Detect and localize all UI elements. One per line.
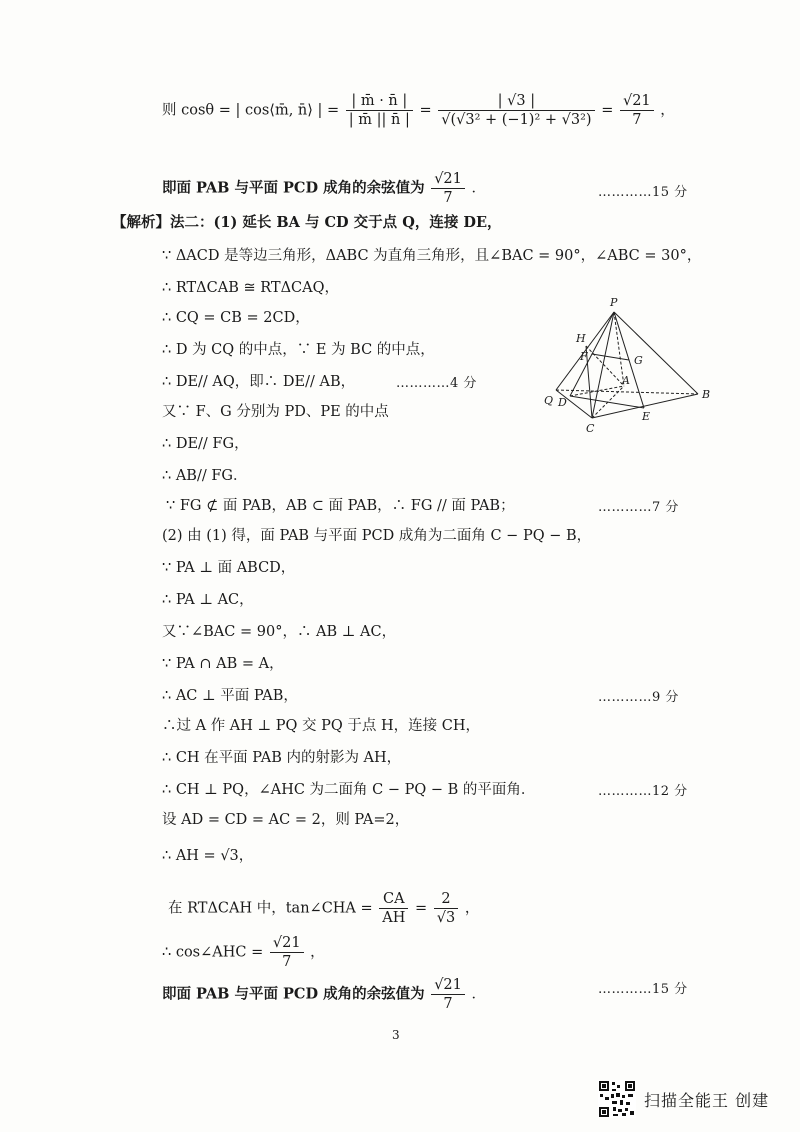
fraction-result-4: $\frac{√21}{7}$ (431, 976, 465, 1013)
label-f: F (580, 350, 588, 363)
label-h: H (576, 332, 586, 345)
step-line-06: ∴ CQ = CB = 2CD， (162, 310, 310, 326)
label-d: D (558, 396, 567, 409)
step-line-12: ∵ FG ⊄ 面 PAB，AB ⊂ 面 PAB，∴ FG // 面 PAB； (166, 498, 515, 514)
edge-de (570, 396, 644, 408)
step-line-05: ∴ RTΔCAB ≅ RTΔCAQ， (162, 280, 339, 296)
conclusion-line-1: 即面 PAB 与平面 PCD 成角的余弦值为 $\frac{√21}{7}$ ． (162, 171, 486, 206)
cos-lhs: cosθ = | cos⟨m̄, n̄⟩ | = (181, 102, 340, 119)
step-line-15: ∴ PA ⊥ AC， (162, 592, 254, 608)
step-line-20: ∴ CH 在平面 PAB 内的射影为 AH， (162, 750, 402, 766)
step-line-23: ∴ AH = √3， (162, 848, 254, 864)
conclusion-line-2: 即面 PAB 与平面 PCD 成角的余弦值为 $\frac{√21}{7}$ ． (162, 977, 486, 1012)
fraction-result-3: $\frac{√21}{7}$ (270, 934, 304, 971)
label-a: A (622, 374, 630, 387)
step-line-04: ∵ ΔACD 是等边三角形，ΔABC 为直角三角形，且∠BAC = 90°，∠ABC = 30°， (162, 248, 702, 264)
step-line-14: ∵ PA ⊥ 面 ABCD， (162, 560, 296, 576)
score-4: …………4 分 (396, 376, 477, 391)
page-number: 3 (392, 1028, 400, 1042)
fraction-value: $\frac{| √3 |}{\text{√(√3² + (−1)² + √3²)}}$ (438, 92, 594, 129)
step-line-22: 设 AD = CD = AC = 2，则 PA=2， (162, 812, 410, 828)
fraction-2-sqrt3: $\frac{2}{√3}$ (434, 890, 458, 927)
step-line-11: ∴ AB// FG． (162, 468, 248, 484)
label-q: Q (544, 394, 554, 407)
edge-ha (586, 346, 624, 386)
footer-label: 扫描全能王 创建 (644, 1091, 770, 1110)
cos-ahc-line: ∴ cos∠AHC = $\frac{√21}{7}$ ， (162, 935, 325, 970)
score-15b: …………15 分 (598, 982, 688, 997)
step-line-16: 又∵∠BAC = 90°，∴ AB ⊥ AC， (162, 624, 397, 640)
edge-qb (556, 390, 698, 394)
label-p: P (610, 296, 618, 309)
qr-code-icon (598, 1080, 636, 1118)
score-12: …………12 分 (598, 784, 688, 799)
fraction-result-1: $\frac{√21}{7}$ (620, 92, 654, 129)
score-9: …………9 分 (598, 690, 679, 705)
text-ze: 则 (162, 102, 177, 119)
pyramid-figure (538, 290, 718, 440)
score-15a: …………15 分 (598, 185, 688, 200)
label-b: B (702, 388, 711, 401)
step-line-17: ∵ PA ∩ AB = A， (162, 656, 284, 672)
label-g: G (634, 354, 643, 367)
step-line-08: ∴ DE// AQ，即∴ DE// AB， (162, 374, 356, 390)
fraction-mn: $\frac{| m̄ \cdot n̄ |}{| m̄ || n̄ |}$ (346, 92, 413, 129)
step-line-19: ∴过 A 作 AH ⊥ PQ 交 PQ 于点 H，连接 CH， (162, 718, 480, 734)
step-line-10: ∴ DE// FG， (162, 436, 249, 452)
cos-formula-line: 则 cosθ = | cos⟨m̄, n̄⟩ | = $\frac{| m̄ \cdot n̄ |}{| m̄ || n̄ |}$ = $\frac{| √3 |}{\text{√(√3² + (−1)² + √3²)}}$ = $\frac{√21}{7}$ ， (162, 93, 675, 128)
label-e: E (642, 410, 651, 423)
fraction-ca-ah: $\frac{CA}{AH}$ (379, 890, 408, 927)
tan-line: 在 RTΔCAH 中，tan∠CHA = $\frac{CA}{AH}$ = $\frac{2}{√3}$ ， (168, 891, 480, 926)
step-line-21: ∴ CH ⊥ PQ，∠AHC 为二面角 C − PQ − B 的平面角． (162, 782, 536, 798)
step-line-07: ∴ D 为 CQ 的中点，∵ E 为 BC 的中点， (162, 342, 435, 358)
scanner-footer (598, 1080, 788, 1120)
fraction-result-2: $\frac{√21}{7}$ (431, 170, 465, 207)
step-line-13: (2) 由 (1) 得，面 PAB 与平面 PCD 成角为二面角 C − PQ − B， (162, 528, 592, 544)
edge-fg (592, 354, 629, 360)
score-7: …………7 分 (598, 500, 679, 515)
step-line-09: 又∵ F、G 分别为 PD、PE 的中点 (162, 404, 389, 420)
step-line-18: ∴ AC ⊥ 平面 PAB， (162, 688, 298, 704)
label-c: C (586, 422, 595, 435)
method-two-heading: 【解析】法二：(1) 延长 BA 与 CD 交于点 Q，连接 DE， (112, 214, 502, 231)
